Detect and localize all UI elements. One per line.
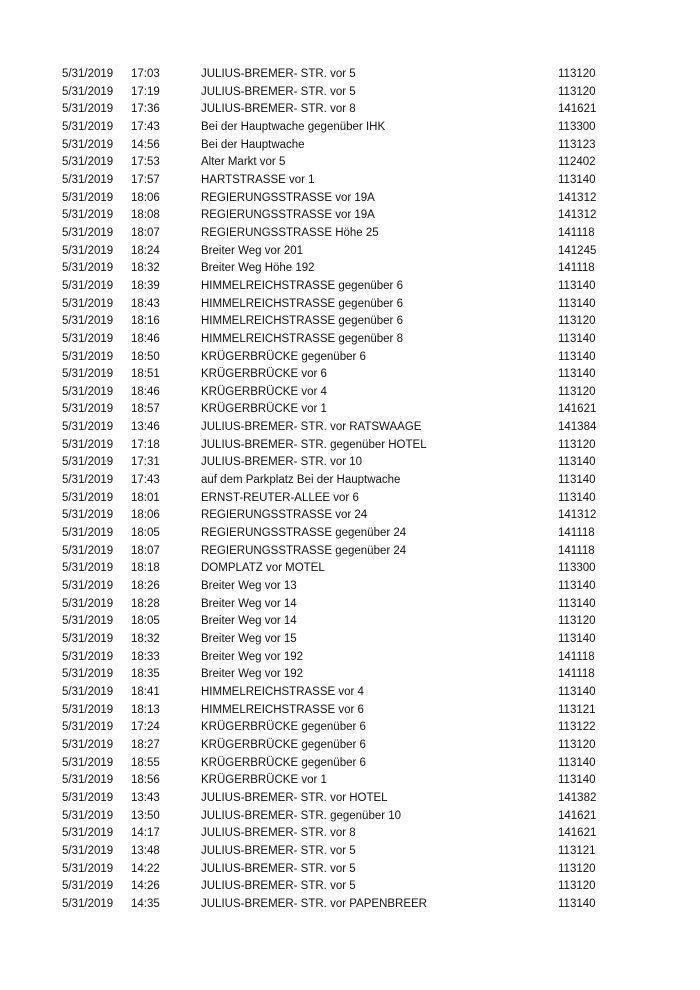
time-cell: 14:35 — [131, 897, 160, 910]
code-cell: 141382 — [558, 791, 597, 804]
table-row — [0, 613, 700, 631]
table-row — [0, 172, 700, 190]
code-cell: 141621 — [558, 403, 597, 416]
date-cell: 5/31/2019 — [62, 703, 114, 716]
date-cell: 5/31/2019 — [62, 421, 114, 434]
location-cell: Breiter Weg Höhe 192 — [201, 262, 315, 275]
time-cell: 18:35 — [131, 668, 160, 681]
time-cell: 18:08 — [131, 209, 160, 222]
table-row — [0, 331, 700, 349]
location-cell: Bei der Hauptwache gegenüber IHK — [201, 120, 386, 133]
time-cell: 13:48 — [131, 844, 160, 857]
date-cell: 5/31/2019 — [62, 615, 114, 628]
code-cell: 113121 — [558, 703, 596, 716]
time-cell: 17:43 — [131, 474, 160, 487]
location-cell: HIMMELREICHSTRASSE vor 4 — [201, 685, 364, 698]
time-cell: 18:18 — [131, 562, 160, 575]
date-cell: 5/31/2019 — [62, 403, 114, 416]
code-cell: 113140 — [558, 279, 596, 292]
table-row — [0, 490, 700, 508]
code-cell: 113120 — [558, 438, 596, 451]
date-cell: 5/31/2019 — [62, 650, 114, 663]
code-cell: 141118 — [558, 262, 595, 275]
date-cell: 5/31/2019 — [62, 597, 114, 610]
location-cell: REGIERUNGSSTRASSE vor 24 — [201, 509, 368, 522]
table-row — [0, 649, 700, 667]
table-row — [0, 296, 700, 314]
date-cell: 5/31/2019 — [62, 103, 114, 116]
location-cell: Breiter Weg vor 13 — [201, 580, 297, 593]
code-cell: 113140 — [558, 332, 596, 345]
code-cell: 113300 — [558, 120, 596, 133]
table-row — [0, 543, 700, 561]
time-cell: 14:26 — [131, 880, 160, 893]
time-cell: 18:32 — [131, 262, 160, 275]
code-cell: 113300 — [558, 562, 596, 575]
code-cell: 113140 — [558, 633, 596, 645]
table-row — [0, 808, 700, 826]
date-cell: 5/31/2019 — [62, 756, 114, 769]
location-cell: JULIUS-BREMER- STR. gegenüber 10 — [201, 809, 402, 822]
location-cell: Breiter Weg vor 192 — [201, 650, 304, 663]
code-cell: 113140 — [558, 456, 596, 469]
time-cell: 17:31 — [131, 456, 160, 469]
date-cell: 5/31/2019 — [62, 827, 114, 840]
time-cell: 17:43 — [131, 120, 160, 133]
table-row — [0, 560, 700, 578]
location-cell: REGIERUNGSSTRASSE Höhe 25 — [201, 226, 379, 239]
date-cell: 5/31/2019 — [62, 279, 114, 292]
table-row — [0, 366, 700, 384]
date-cell: 5/31/2019 — [62, 368, 114, 381]
date-cell: 5/31/2019 — [62, 315, 114, 328]
table-row — [0, 755, 700, 773]
code-cell: 141621 — [558, 809, 597, 822]
time-cell: 18:06 — [131, 191, 160, 204]
table-row — [0, 190, 700, 208]
time-cell: 13:46 — [131, 421, 160, 434]
location-cell: JULIUS-BREMER- STR. vor 8 — [201, 103, 356, 116]
time-cell: 18:28 — [131, 597, 160, 610]
time-cell: 13:43 — [131, 791, 160, 804]
date-cell: 5/31/2019 — [62, 774, 114, 787]
location-cell: DOMPLATZ vor MOTEL — [201, 562, 325, 575]
location-cell: KRÜGERBRÜCKE vor 6 — [201, 368, 327, 381]
code-cell: 113140 — [558, 474, 596, 487]
time-cell: 18:57 — [131, 403, 160, 416]
time-cell: 18:32 — [131, 633, 160, 645]
time-cell: 18:06 — [131, 509, 160, 522]
code-cell: 113140 — [558, 897, 596, 910]
date-cell: 5/31/2019 — [62, 633, 114, 645]
code-cell: 141384 — [558, 421, 597, 434]
code-cell: 113121 — [558, 844, 596, 857]
table-row — [0, 384, 700, 402]
location-cell: KRÜGERBRÜCKE gegenüber 6 — [201, 756, 366, 769]
table-row — [0, 119, 700, 137]
table-row — [0, 861, 700, 879]
location-cell: JULIUS-BREMER- STR. vor 5 — [201, 844, 356, 857]
code-cell: 141118 — [558, 650, 595, 663]
time-cell: 17:18 — [131, 438, 160, 451]
date-cell: 5/31/2019 — [62, 191, 114, 204]
location-cell: HIMMELREICHSTRASSE gegenüber 8 — [201, 332, 403, 345]
location-cell: HARTSTRASSE vor 1 — [201, 173, 315, 186]
table-row — [0, 207, 700, 225]
time-cell: 18:43 — [131, 297, 160, 310]
code-cell: 113120 — [558, 315, 596, 328]
location-cell: REGIERUNGSSTRASSE gegenüber 24 — [201, 544, 407, 557]
code-cell: 113120 — [558, 385, 596, 398]
date-cell: 5/31/2019 — [62, 244, 114, 257]
date-cell: 5/31/2019 — [62, 491, 114, 504]
table-row — [0, 596, 700, 614]
location-cell: ERNST-REUTER-ALLEE vor 6 — [201, 491, 359, 504]
location-cell: KRÜGERBRÜCKE vor 1 — [201, 774, 327, 787]
date-cell: 5/31/2019 — [62, 474, 114, 487]
date-cell: 5/31/2019 — [62, 456, 114, 469]
code-cell: 141621 — [558, 827, 597, 840]
date-cell: 5/31/2019 — [62, 844, 114, 857]
table-row — [0, 702, 700, 720]
table-row — [0, 154, 700, 172]
location-cell: Breiter Weg vor 15 — [201, 633, 297, 645]
time-cell: 18:56 — [131, 774, 160, 787]
time-cell: 17:57 — [131, 173, 160, 186]
code-cell: 113140 — [558, 685, 596, 698]
code-cell: 141118 — [558, 668, 595, 681]
date-cell: 5/31/2019 — [62, 791, 114, 804]
time-cell: 17:53 — [131, 156, 160, 169]
time-cell: 18:16 — [131, 315, 160, 328]
date-cell: 5/31/2019 — [62, 527, 114, 540]
location-cell: Breiter Weg vor 14 — [201, 615, 297, 628]
date-cell: 5/31/2019 — [62, 209, 114, 222]
date-cell: 5/31/2019 — [62, 721, 114, 734]
time-cell: 14:17 — [131, 827, 160, 840]
table-row — [0, 137, 700, 155]
time-cell: 18:46 — [131, 385, 160, 398]
code-cell: 113120 — [558, 85, 596, 98]
location-cell: JULIUS-BREMER- STR. vor 10 — [201, 456, 363, 469]
table-row — [0, 843, 700, 861]
code-cell: 113122 — [558, 721, 596, 734]
time-cell: 18:13 — [131, 703, 160, 716]
table-row — [0, 84, 700, 102]
date-cell: 5/31/2019 — [62, 862, 114, 875]
code-cell: 113140 — [558, 491, 596, 504]
location-cell: auf dem Parkplatz Bei der Hauptwache — [201, 474, 401, 487]
location-cell: KRÜGERBRÜCKE gegenüber 6 — [201, 350, 366, 363]
location-cell: REGIERUNGSSTRASSE vor 19A — [201, 191, 375, 204]
date-cell: 5/31/2019 — [62, 138, 114, 151]
table-row — [0, 684, 700, 702]
table-row — [0, 790, 700, 808]
time-cell: 18:05 — [131, 527, 160, 540]
location-cell: REGIERUNGSSTRASSE gegenüber 24 — [201, 527, 407, 540]
table-row — [0, 472, 700, 490]
table-row — [0, 419, 700, 437]
table-row — [0, 878, 700, 896]
location-cell: Breiter Weg vor 201 — [201, 244, 304, 257]
location-cell: HIMMELREICHSTRASSE vor 6 — [201, 703, 364, 716]
date-cell: 5/31/2019 — [62, 297, 114, 310]
time-cell: 18:05 — [131, 615, 160, 628]
date-cell: 5/31/2019 — [62, 685, 114, 698]
date-cell: 5/31/2019 — [62, 544, 114, 557]
time-cell: 18:07 — [131, 226, 160, 239]
code-cell: 113140 — [558, 597, 596, 610]
date-cell: 5/31/2019 — [62, 897, 114, 910]
code-cell: 141621 — [558, 103, 597, 116]
code-cell: 113120 — [558, 738, 596, 751]
table-row — [0, 578, 700, 596]
location-cell: JULIUS-BREMER- STR. vor RATSWAAGE — [201, 421, 422, 434]
location-cell: JULIUS-BREMER- STR. vor 5 — [201, 862, 356, 875]
location-cell: HIMMELREICHSTRASSE gegenüber 6 — [201, 297, 403, 310]
location-cell: JULIUS-BREMER- STR. vor HOTEL — [201, 791, 388, 804]
table-row — [0, 507, 700, 525]
table-row — [0, 401, 700, 419]
table-row — [0, 737, 700, 755]
location-cell: HIMMELREICHSTRASSE gegenüber 6 — [201, 279, 403, 292]
location-cell: HIMMELREICHSTRASSE gegenüber 6 — [201, 315, 403, 328]
date-cell: 5/31/2019 — [62, 332, 114, 345]
location-cell: Breiter Weg vor 192 — [201, 668, 304, 681]
date-cell: 5/31/2019 — [62, 226, 114, 239]
time-cell: 18:41 — [131, 685, 160, 698]
location-cell: Alter Markt vor 5 — [201, 156, 286, 169]
time-cell: 18:50 — [131, 350, 160, 363]
code-cell: 113140 — [558, 297, 596, 310]
table-row — [0, 349, 700, 367]
location-cell: JULIUS-BREMER- STR. vor PAPENBREER — [201, 897, 427, 910]
time-cell: 18:33 — [131, 650, 160, 663]
table-row — [0, 666, 700, 684]
location-cell: JULIUS-BREMER- STR. vor 5 — [201, 85, 356, 98]
location-cell: KRÜGERBRÜCKE vor 4 — [201, 385, 327, 398]
code-cell: 113120 — [558, 880, 596, 893]
code-cell: 112402 — [558, 156, 596, 169]
date-cell: 5/31/2019 — [62, 880, 114, 893]
time-cell: 18:55 — [131, 756, 160, 769]
date-cell: 5/31/2019 — [62, 562, 114, 575]
code-cell: 113140 — [558, 756, 596, 769]
code-cell: 113140 — [558, 173, 596, 186]
date-cell: 5/31/2019 — [62, 738, 114, 751]
table-row — [0, 225, 700, 243]
code-cell: 141118 — [558, 544, 595, 557]
location-cell: REGIERUNGSSTRASSE vor 19A — [201, 209, 375, 222]
code-cell: 141118 — [558, 226, 595, 239]
date-cell: 5/31/2019 — [62, 262, 114, 275]
table-row — [0, 772, 700, 790]
table-row — [0, 719, 700, 737]
table-row — [0, 525, 700, 543]
date-cell: 5/31/2019 — [62, 68, 114, 80]
time-cell: 18:46 — [131, 332, 160, 345]
code-cell: 141312 — [558, 191, 597, 204]
time-cell: 17:24 — [131, 721, 160, 734]
code-cell: 113120 — [558, 68, 596, 80]
location-cell: Bei der Hauptwache — [201, 138, 305, 151]
time-cell: 18:24 — [131, 244, 160, 257]
date-cell: 5/31/2019 — [62, 385, 114, 398]
code-cell: 113120 — [558, 862, 596, 875]
records-table — [0, 66, 700, 914]
code-cell: 113140 — [558, 774, 596, 787]
time-cell: 14:56 — [131, 138, 160, 151]
location-cell: JULIUS-BREMER- STR. gegenüber HOTEL — [201, 438, 427, 451]
table-row — [0, 454, 700, 472]
time-cell: 18:26 — [131, 580, 160, 593]
code-cell: 141118 — [558, 527, 595, 540]
time-cell: 18:01 — [131, 491, 160, 504]
code-cell: 113123 — [558, 138, 596, 151]
code-cell: 141312 — [558, 209, 597, 222]
table-row — [0, 278, 700, 296]
date-cell: 5/31/2019 — [62, 350, 114, 363]
time-cell: 13:50 — [131, 809, 160, 822]
time-cell: 17:03 — [131, 68, 160, 80]
date-cell: 5/31/2019 — [62, 120, 114, 133]
table-row — [0, 243, 700, 261]
date-cell: 5/31/2019 — [62, 809, 114, 822]
code-cell: 141312 — [558, 509, 597, 522]
time-cell: 17:36 — [131, 103, 160, 116]
table-row — [0, 631, 700, 649]
date-cell: 5/31/2019 — [62, 156, 114, 169]
time-cell: 18:39 — [131, 279, 160, 292]
code-cell: 113120 — [558, 615, 596, 628]
date-cell: 5/31/2019 — [62, 668, 114, 681]
time-cell: 18:27 — [131, 738, 160, 751]
location-cell: KRÜGERBRÜCKE gegenüber 6 — [201, 738, 366, 751]
code-cell: 141245 — [558, 244, 597, 257]
date-cell: 5/31/2019 — [62, 85, 114, 98]
table-row — [0, 66, 700, 84]
time-cell: 18:51 — [131, 368, 160, 381]
location-cell: KRÜGERBRÜCKE vor 1 — [201, 403, 327, 416]
code-cell: 113140 — [558, 580, 596, 593]
code-cell: 113140 — [558, 350, 596, 363]
table-row — [0, 825, 700, 843]
location-cell: Breiter Weg vor 14 — [201, 597, 297, 610]
code-cell: 113140 — [558, 368, 596, 381]
table-row — [0, 260, 700, 278]
date-cell: 5/31/2019 — [62, 438, 114, 451]
date-cell: 5/31/2019 — [62, 509, 114, 522]
location-cell: JULIUS-BREMER- STR. vor 5 — [201, 68, 356, 80]
location-cell: JULIUS-BREMER- STR. vor 8 — [201, 827, 356, 840]
location-cell: JULIUS-BREMER- STR. vor 5 — [201, 880, 356, 893]
table-row — [0, 896, 700, 914]
table-row — [0, 437, 700, 455]
table-row — [0, 313, 700, 331]
location-cell: KRÜGERBRÜCKE gegenüber 6 — [201, 721, 366, 734]
date-cell: 5/31/2019 — [62, 173, 114, 186]
time-cell: 14:22 — [131, 862, 160, 875]
table-row — [0, 101, 700, 119]
time-cell: 17:19 — [131, 85, 160, 98]
date-cell: 5/31/2019 — [62, 580, 114, 593]
time-cell: 18:07 — [131, 544, 160, 557]
